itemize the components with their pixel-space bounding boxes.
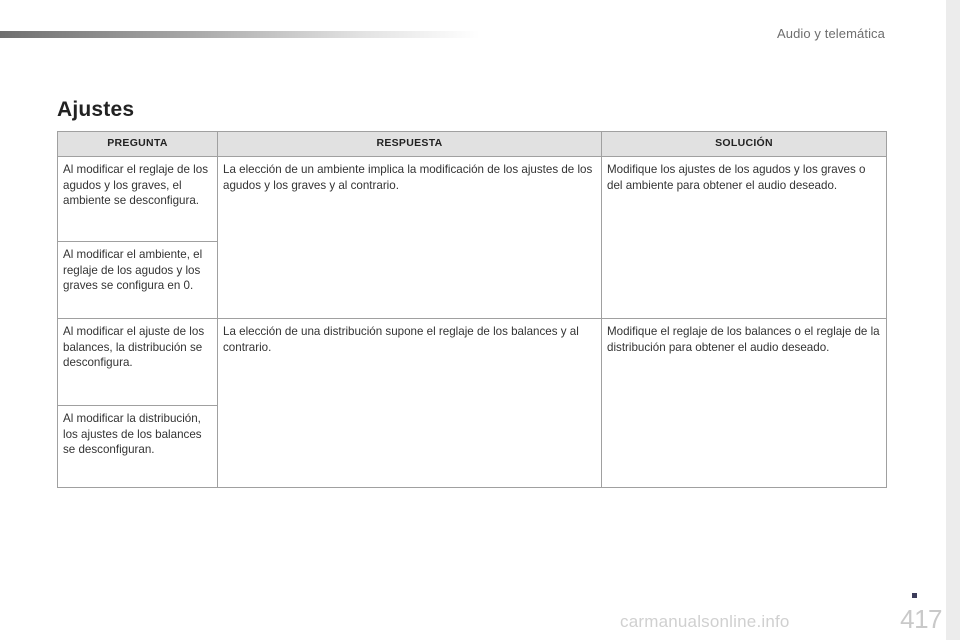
watermark: carmanualsonline.info (620, 612, 790, 631)
troubleshooting-table (57, 131, 887, 488)
column-header-answer: RESPUESTA (218, 132, 602, 157)
page-edge-band (946, 0, 960, 640)
answer-cell: La elección de una distribución supone el reglaje de los balances y al contrario. (218, 319, 602, 488)
question-cell: Al modificar el ajuste de los balances, la distribución se desconfigura. (58, 319, 218, 406)
question-cell: Al modificar el ambiente, el reglaje de los agudos y los graves se configura en 0. (58, 242, 218, 319)
header-rule (0, 31, 480, 38)
table-header-row (58, 132, 887, 157)
page-marker (912, 593, 917, 598)
question-cell: Al modificar el reglaje de los agudos y los graves, el ambiente se desconfigura. (58, 157, 218, 242)
column-header-solution: SOLUCIÓN (602, 132, 887, 157)
solution-cell: Modifique el reglaje de los balances o el reglaje de la distribución para obtener el audio deseado. (602, 319, 887, 488)
page-number: 417 (900, 604, 942, 634)
table-row (58, 319, 887, 406)
solution-cell: Modifique los ajustes de los agudos y los graves o del ambiente para obtener el audio deseado. (602, 157, 887, 319)
column-header-question: PREGUNTA (58, 132, 218, 157)
section-title: Ajustes (57, 98, 135, 121)
table-row (58, 157, 887, 242)
answer-cell: La elección de un ambiente implica la modificación de los ajustes de los agudos y los graves y al contrario. (218, 157, 602, 319)
chapter-title: Audio y telemática (776, 26, 885, 41)
question-cell: Al modificar la distribución, los ajustes de los balances se desconfiguran. (58, 406, 218, 488)
